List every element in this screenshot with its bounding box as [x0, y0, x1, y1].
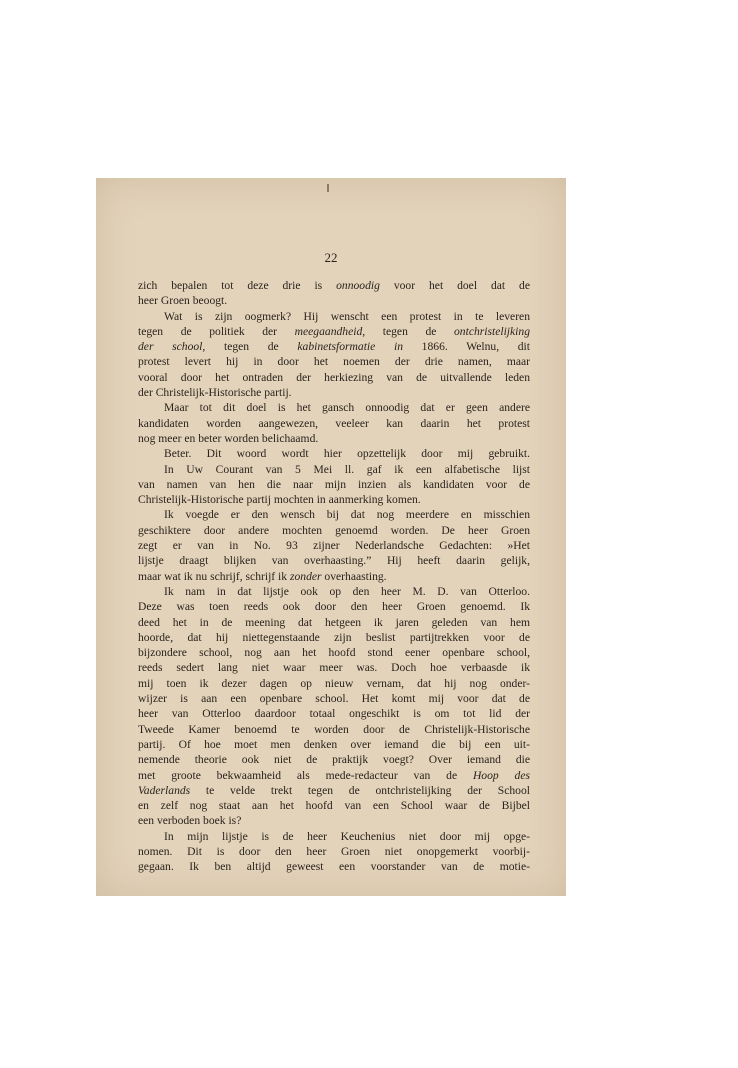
text-segment: nomen. Dit is door den heer Groen niet onopgemerkt voorbij- [138, 844, 530, 858]
text-line [138, 538, 530, 553]
text-line [138, 615, 530, 630]
text-segment: partij. Of hoe moet men denken over iemand die bij een uit- [138, 737, 530, 751]
text-segment: In Uw Courant van 5 Mei ll. gaf ik een alfabetische lijst [164, 462, 530, 476]
text-segment: heer Groen beoogt. [138, 294, 228, 308]
emphasized-text: ontchristelijking [454, 324, 530, 338]
text-segment: , tegen de [362, 324, 454, 338]
text-line [138, 462, 530, 477]
text-segment: bijzondere school, nog aan het hoofd stond eener openbare school, [138, 646, 530, 660]
text-line [138, 278, 530, 293]
emphasized-text: Vaderlands [138, 783, 191, 797]
text-segment: Beter. Dit woord wordt hier opzettelijk door mij gebruikt. [164, 447, 530, 461]
text-segment: der Christelijk-Historische partij. [138, 386, 292, 400]
emphasized-text: der school [138, 340, 203, 354]
text-line [138, 813, 530, 828]
text-line [138, 768, 530, 783]
text-segment: 1866. Welnu, dit [403, 340, 531, 354]
emphasized-text: meegaandheid [294, 324, 363, 338]
text-line [138, 309, 530, 324]
text-segment: deed het in de meening dat hetgeen ik jaren geleden van hem [138, 615, 530, 629]
text-segment: vooral door het ontraden der herkiezing van de uitvallende leden [138, 370, 530, 384]
page-number: 22 [324, 250, 338, 265]
text-segment: voor het doel dat de [379, 279, 530, 292]
text-segment: heer van Otterloo daardoor totaal ongeschikt is om tot lid der [138, 707, 530, 721]
text-line [138, 798, 530, 813]
body-text [138, 278, 530, 875]
text-line [138, 660, 530, 675]
text-segment: gegaan. Ik ben altijd geweest een voorstander van de motie- [138, 860, 530, 874]
text-segment: nemende theorie ook niet de praktijk voegt? Over iemand die [138, 753, 530, 767]
text-segment: een verboden boek is? [138, 814, 242, 828]
text-line [138, 599, 530, 614]
text-segment: Deze was toen reeds ook door den heer Groen genoemd. Ik [138, 600, 530, 614]
text-line [138, 431, 530, 446]
text-segment: zich bepalen tot deze drie is [138, 279, 337, 292]
text-line [138, 829, 530, 844]
text-line [138, 370, 530, 385]
text-line [138, 324, 530, 339]
text-line [138, 416, 530, 431]
text-segment: van namen van hen die naar mijn inzien als kandidaten voor de [138, 477, 530, 491]
text-line [138, 844, 530, 859]
text-segment: tegen de politiek der [138, 324, 295, 338]
text-line [138, 859, 530, 874]
text-line [138, 507, 530, 522]
text-segment: Tweede Kamer benoemd te worden door de Christelijk-Historische [138, 722, 530, 736]
emphasized-text: zonder [289, 569, 322, 583]
text-line [138, 752, 530, 767]
text-line [138, 400, 530, 415]
text-segment: mij toen ik dezer dagen op nieuw vernam, dat hij nog onder- [138, 676, 530, 690]
text-segment: Ik nam in dat lijstje ook op den heer M. D. van Otterloo. [164, 584, 530, 598]
text-line [138, 630, 530, 645]
text-line [138, 492, 530, 507]
text-line [138, 737, 530, 752]
text-segment: te velde trekt tegen de ontchristelijking der School [190, 783, 530, 797]
text-line [138, 676, 530, 691]
paper-speck [327, 184, 329, 192]
text-line [138, 691, 530, 706]
text-line [138, 584, 530, 599]
text-line [138, 706, 530, 721]
text-line [138, 446, 530, 461]
text-segment: kandidaten worden aangewezen, veeleer kan daarin het protest [138, 416, 530, 430]
text-line [138, 783, 530, 798]
text-line [138, 339, 530, 354]
text-segment: wijzer is aan een openbare school. Het komt mij voor dat de [138, 692, 530, 706]
emphasized-text: onnoodig [336, 279, 380, 292]
text-line [138, 385, 530, 400]
text-segment: reeds sedert lang niet waar meer was. Doch hoe verbaasde ik [138, 661, 530, 675]
text-line [138, 553, 530, 568]
emphasized-text: Hoop des [472, 768, 530, 782]
text-segment: met groote bekwaamheid als mede-redacteur van de [138, 768, 473, 782]
text-segment: maar wat ik nu schrijf, schrijf ik [138, 569, 290, 583]
text-segment: , tegen de [202, 340, 298, 354]
text-segment: nog meer en beter worden belichaamd. [138, 431, 319, 445]
text-segment: overhaasting. [321, 569, 387, 583]
text-line [138, 354, 530, 369]
text-segment: Christelijk-Historische partij mochten in aanmerking komen. [138, 493, 421, 507]
text-segment: Wat is zijn oogmerk? Hij wenscht een protest in te leveren [164, 309, 530, 323]
text-segment: lijstje draagt blijken van overhaasting.” Hij heeft daarin gelijk, [138, 554, 530, 568]
text-segment: geschiktere door andere mochten genoemd worden. De heer Groen [138, 523, 530, 537]
text-line [138, 722, 530, 737]
text-segment: protest levert hij in door het noemen der drie namen, maar [138, 355, 530, 369]
text-segment: hoorde, dat hij niettegenstaande zijn beslist partijtrekken voor de [138, 630, 530, 644]
emphasized-text: kabinetsformatie in [297, 340, 403, 354]
text-line [138, 523, 530, 538]
text-line [138, 293, 530, 308]
text-segment: In mijn lijstje is de heer Keuchenius niet door mij opge- [164, 829, 530, 843]
text-line [138, 477, 530, 492]
text-line [138, 569, 530, 584]
text-segment: zegt er van in No. 93 zijner Nederlandsche Gedachten: »Het [138, 539, 530, 553]
scanned-page [96, 178, 566, 896]
text-segment: en zelf nog staat aan het hoofd van een School waar de Bijbel [138, 799, 530, 813]
text-segment: Ik voegde er den wensch bij dat nog meerdere en misschien [164, 508, 530, 522]
text-segment: Maar tot dit doel is het gansch onnoodig dat er geen andere [164, 401, 530, 415]
text-line [138, 645, 530, 660]
